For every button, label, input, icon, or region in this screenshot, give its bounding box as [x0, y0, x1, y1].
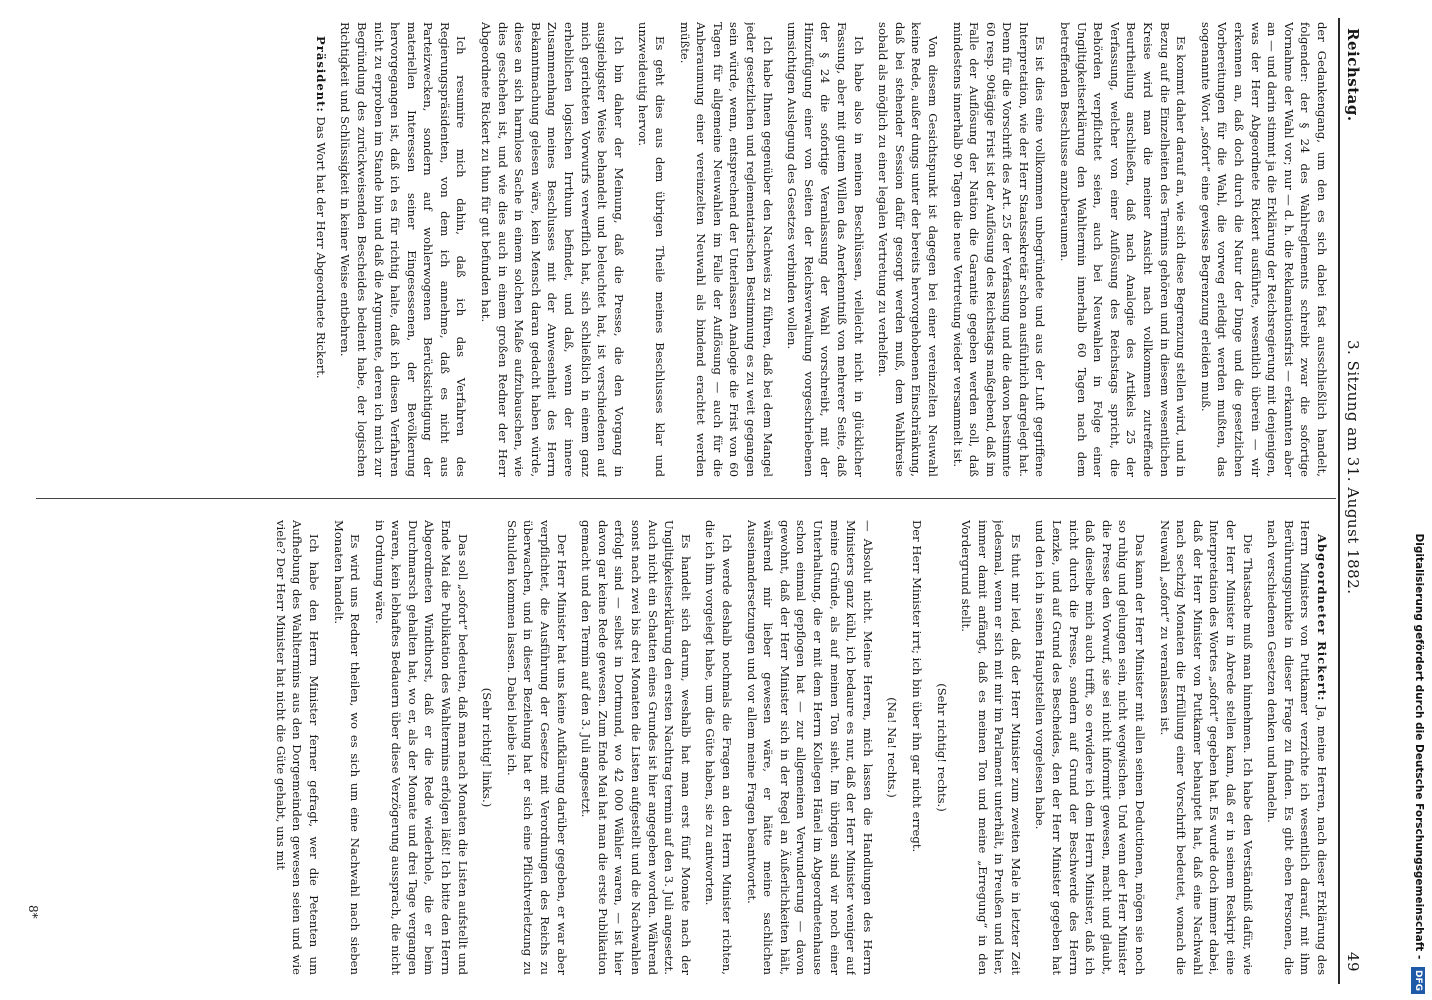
paragraph: Ich werde deshalb nochmals die Fragen an den Herrn Minister richten, die ich ihm vorgelegt habe, um die Güte haben, sie zu antworten.	[703, 520, 734, 975]
paragraph: Es handelt sich darum, weshalb hat man erst fünf Monate nach der Ungiltigkeitserklärung den ersten Nachtrag termin auf den 3. Juli angesetzt. Auch nicht ein Schatten eines Grundes ist hier angegeben worden. Während sonst nach zwei bis drei Monaten die Listen aufgestellt und die Nachwahlen erfolgt sind — selbst in Dortmund, wo 42 000 Wähler waren, — ist hier davon gar keine Rede gewesen. Zum Ende Mai hat man die erste Publikation gemacht und den Termin auf den 3. Juli angesetzt.	[579, 520, 693, 975]
page-number: 49	[1344, 951, 1362, 972]
paragraph: Es thut mir leid, daß der Herr Minister zum zweiten Male in letzter Zeit jedesmal, wenn er sich mit mir im Parlament unterhält, in Preußen und hier, immer damit anfängt, daß es meinen Ton und meine „Erregung“ in den Vordergrund stellt.	[959, 520, 1023, 975]
dfg-stamp	[1405, 0, 1432, 1000]
session-date: 3. Sitzung am 31. August 1882.	[1344, 340, 1362, 595]
paragraph: Es kommt daher darauf an, wie sich diese Begrenzung stellen wird, und in Bezug auf die Einzelheiten des Termins gehören und in diesem wesentlichen Kreise wird man die meiner Ansicht nach vollkommen zutreffende Beurtheilung anschließen, daß nach Analogie des Artikels 25 der Verfassung, welcher von einer Auflösung des Reichstags spricht, die Behörden verpflichtet seien, auch bei Neuwahlen in Folge einer Ungiltigkeitserklärung den Wahltermin innerhalb 60 Tagen nach dem betreffenden Beschlusse anzuberaumen.	[1058, 22, 1189, 477]
speech-opening	[1264, 520, 1330, 975]
paragraph: Es ist dies eine vollkommen unbegründete und aus der Luft gegriffene Interpretation, wie der Herr Staatssekretär schon ausführlich dargelegt hat. Denn für die Vorschrift des Art. 25 der Verfassung und die davon bestimmte 60 resp. 90tägige Frist ist der Auflösung des Reichstags maßgebend, daß im Falle der Auflösung der Nation die Garantie gegeben werden soll, daß mindestens innerhalb 90 Tagen die neue Vertretung wieder versammelt ist.	[950, 22, 1048, 477]
paragraph: Der Herr Minister hat uns keine Aufklärung darüber gegeben, er war aber verpflichtet, die Ausführung der Gesetze mit Verordnungen des Reichs zu überwachen, und in dieser Beziehung hat er sich eine Pflichtverletzung zu Schulden kommen lassen. Dabei bleibe ich.	[504, 520, 569, 975]
paragraph: Das kann der Herr Minister mit allen seinen Deductionen, mögen sie noch so ruhig und gelungen sein, nicht wegwischen. Und wenn der Herr Minister die Presse den Vorwurf, sie sei nicht informirt gewesen, macht und glaubt, daß dieselbe mich auch trifft, so erwidere ich dem Herrn Minister, daß ich nicht durch die Presse, sondern auf Grund der Beschwerde des Herrn Lenzke, und auf Grund des Bescheides, den der Herr Minister gegeben hat und den ich in seinen Hauptstellen vorgelesen habe.	[1033, 520, 1148, 975]
closing-text: Das Wort hat der Herr Abgeordnete Rickert.	[313, 116, 328, 379]
dfg-stamp-text-wrap	[1405, 0, 1432, 1000]
page-header	[1340, 0, 1362, 1000]
header-rule	[1338, 18, 1340, 984]
speaker-name: Abgeordneter Rickert:	[1315, 534, 1329, 702]
paragraph: Ich resumire mich dahin, daß ich das Verfahren des Regierungspräsidenten, von dem ich annehme, daß es nicht aus Parteizwecken, sondern auf wohlerwogenen Berücksichtigung der materiellen Interessen seiner Eingesessenen, der Bevölkerung hervorgegangen ist, daß ich es für richtig halte, daß ich diesen Verfahren nicht zu erproben im Stande bin und daß die Argumente, deren ich mich zur Begründung des zurückweisenden Bescheides bedient habe, der logischen Richtigkeit und Schlüssigkeit in keiner Weise entbehren.	[338, 22, 469, 477]
paragraph: Von diesem Gesichtspunkt ist dagegen bei einer vereinzelten Neuwahl keine Rede, außer dungs unter der bereits hervorgehobenen Einschränkung, daß bei stehender Session dafür gesorgt werden muß, dem Wahlkreise sobald als möglich zu einer legalen Vertretung zu verhelfen.	[876, 22, 940, 477]
signature-mark: 8*	[26, 905, 40, 919]
paragraph: Ja, meine Herren, nach dieser Erklärung des Herrn Ministers von Puttkamer verzichte ich wesentlich darauf, mit ihm Berührungspunkte in dieser Frage zu finden. Es gibt eben Personen, die nach verschiedenen Gesetzen denken und handeln.	[1265, 520, 1329, 975]
interjection: (Sehr richtig! links.)	[480, 687, 495, 808]
interjection: (Sehr richtig! rechts.)	[934, 683, 949, 812]
paragraph: — Absolut nicht. Meine Herren, mich lassen die Handlungen des Herrn Ministers ganz kühl, ich bedaure es nur, daß der Herr Minister weniger auf meine Gründe, als auf meinen Ton sieht. Im übrigen sind wir noch einer Unterhaltung, die er mit dem Herrn Kollegen Hänel im Abgeordnetenhause schon einmal gepflogen hat — zur allgemeinen Verwunderung — davon gewohnt, daß der Herr Minister sich in der Regel an Äußerlichkeiten hält, während mir lieber gewesen wäre, er hätte meine sachlichen Auseinandersetzungen und vor allem meine Fragen beantwortet.	[744, 520, 875, 975]
interjection: (Na! Na! rechts.)	[885, 697, 900, 798]
paragraph: Die Thatsache muß man hinnehmen. Ich habe den Verständniß dafür, wie der Herr Minister in Abrede stellen kann, daß er in seinem Reskript eine Interpretation des Wortes „sofort“ gegeben hat. Es wurde doch immer dabei, daß der Herr Minister von Puttkamer behauptet hat, daß eine Nachwahl nach sechzig Monaten die Erfüllung einer Vorschrift bedeutet, wonach die Neuwahl „sofort“ zu veranlassen ist.	[1157, 520, 1255, 975]
paragraph: der Gedankengang, um den es sich dabei fast ausschließlich handelt, folgender: der § 24 des Wahlreglements schreibt zwar die sofortige Vornahme der Wahl vor; nur — d. h. die Reklamationsfrist — erkannten aber an — und darin stimmt ja die Erklärung der Reichsregierung mit denjenigen, was der Herr Abgeordnete Rickert ausführte, wesentlich überein — wir erkennen an, daß doch durch die Natur der Dinge und die gesetzlichen Vorbereitungen für die Wahl, die vorweg erledigt werden mußten, das sogenannte Wort „sofort“ eine gewisse Begrenzung erleiden muß.	[1198, 22, 1329, 477]
dfg-logo: DFG	[1411, 967, 1425, 994]
left-column	[40, 22, 1330, 477]
publication-title: Reichstag.	[1344, 28, 1362, 122]
paragraph: Es geht dies aus dem übrigen Theile meines Beschlusses klar und unzweideutig hervor.	[636, 22, 668, 477]
right-column	[40, 520, 1330, 975]
speaker-name: Präsident:	[313, 36, 328, 113]
closing-remark	[312, 22, 329, 477]
dfg-stamp-text: Digitalisierung gefördert durch die Deutsche Forschungsgemeinschaft -	[1413, 533, 1425, 960]
paragraph: Es wird uns Redner theilen, wo es sich um eine Nachwahl nach sieben Monaten handelt.	[331, 520, 363, 975]
paragraph: Der Herr Minister irrt; ich bin über ihn gar nicht erregt.	[909, 520, 924, 853]
paragraph: Ich habe also in meinen Beschlüssen, vielleicht nicht in glücklicher Fassung, aber mit gutem Willen das Anerkenntniß von mehrerer Seite, daß der § 24 die sofortige Veranlassung der Wahl vorschreibt, mit der Hinzufügung einer von Seiten der Reichsverwaltung vorgeschriebenen umsichtigen Auslegung des Gesetzes verbinden wollen.	[785, 22, 866, 477]
paragraph: Ich habe den Herrn Minister ferner gefragt, wer die Petenten um Aufhebung des Wahltermins aus den Dorgemeinden gewesen seien und wie viele? Der Herr Minister hat nicht die Güte gehabt, uns mit	[273, 520, 321, 975]
paragraph: Ich bin daher der Meinung, daß die Presse, die den Vorgang in ausgiebigster Weise behandelt und beleuchtet hat, ist verschiedenen auf mich gerichteten Vorwurfs verwerflich hat, sich schließlich in einem ganz erheblichen logischen Irrthum befindet, und daß, wenn der innere Zusammenhang meines Beschlusses mit der Anwesenheit des Herrn Bekanntmachung gelesen wäre, kein Mensch daran gedacht haben würde, diese an sich harmlose Sache in einem solchen Maße aufzubauschen, wie dies geschehen ist, und wie dies auch in einem großen Redner der Herr Abgeordnete Rickert zu thun für gut befunden hat.	[479, 22, 626, 477]
paragraph: Das soll „sofort“ bedeuten, daß man nach Monaten die Listen aufstellt und Ende Mai die Publikation des Wahltermins erfolgen läßt! Ich bitte den Herrn Abgeordneten Windthorst, daß er die Rede wiederhole, die er beim Durchmarsch gehalten hat, wo er, als der Monate und drei Tage vergangen waren, kein lebhaftes Bedauern über diese Verzögerung aussprach, die nicht in Ordnung wäre.	[372, 520, 470, 975]
column-divider	[36, 498, 1336, 499]
paragraph: Ich habe Ihnen gegenüber den Nachweis zu führen, daß bei dem Mangel jeder gesetzlichen und reglementarischen Bestimmung es zu weit gegangen sein würde, wenn, entsprechend der Unterlassen Analogie die Frist von 60 Tagen für allgemeine Neuwahlen im Falle der Auflösung — auch für die Anberaumung einer vereinzelten Neuwahl als bindend erachtet werden müßte.	[677, 22, 775, 477]
